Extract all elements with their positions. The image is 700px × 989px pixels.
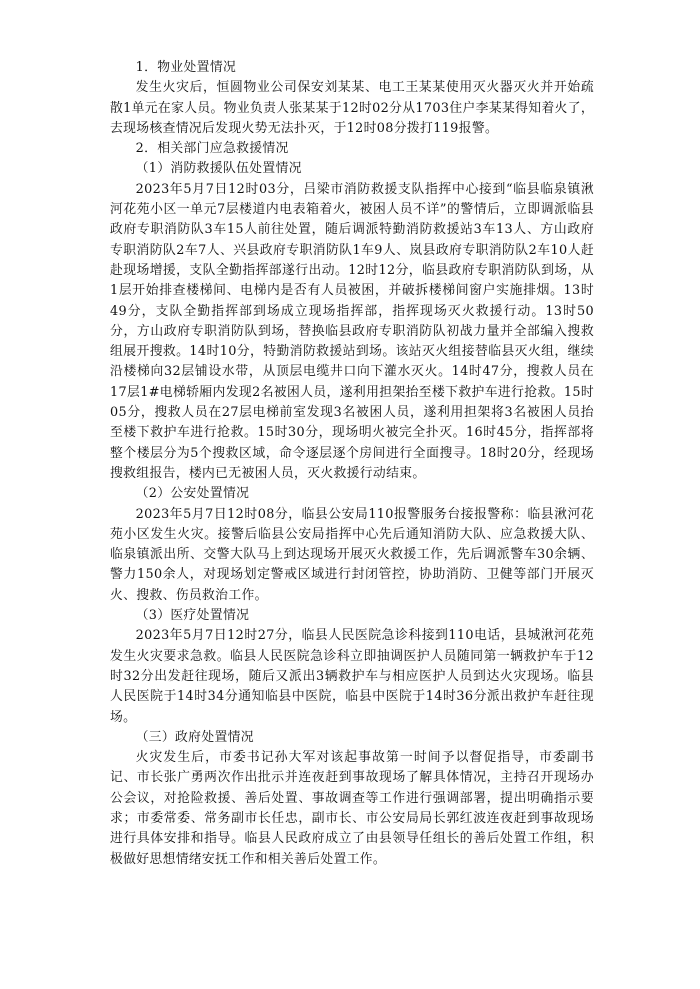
section-heading-departments: 2．相关部门应急救援情况 [135,141,289,157]
subsection-heading-fire-rescue: （1）消防救援队伍处置情况 [135,161,302,177]
document-body [110,58,594,870]
paragraph-medical: 2023年5月7日12时27分，临县人民医院急诊科接到110电话，县城湫河花苑发生火灾要求急救。临县人民医院急诊科立即抽调医护人员随同第一辆救护车于12时32分出发赶往现场，随后又派出3辆救护车与相应医护人员到达火灾现场。临县人民医院于14时34分通知临县中医院，临县中医院于14时36分派出救护车赶往现场。 [110,628,594,725]
paragraph-property: 发生火灾后，恒圆物业公司保安刘某某、电工王某某使用灭火器灭火并开始疏散1单元在家人员。物业负责人张某某于12时02分从1703住户李某某得知着火了，去现场核查情况后发现火势无法扑灭，于12时08分拨打119报警。 [110,80,594,136]
paragraph-fire-rescue: 2023年5月7日12时03分，吕梁市消防救援支队指挥中心接到“临县临泉镇湫河花苑小区一单元7层楼道内电表箱着火，被困人员不详”的警情后，立即调派临县政府专职消防队3车15人前往处置，随后调派特勤消防救援站3车13人、方山政府专职消防队2车7人、兴县政府专职消防队1车9人、岚县政府专职消防队2车10人赶赴现场增援，支队全勤指挥部遂行出动。12时12分，临县政府专职消防队到场，从1层开始排查楼梯间、电梯内是否有人员被困，并破拆楼梯间窗户实施排烟。13时49分，支队全勤指挥部到场成立现场指挥部，指挥现场灭火救援行动。13时50分，方山政府专职消防队到场，替换临县政府专职消防队初战力量并全部编入搜救组展开搜救。14时10分，特勤消防救援站到场。该站灭火组接替临县灭火组，继续沿楼梯向32层铺设水带，从顶层电缆井口向下灌水灭火。14时47分，搜救人员在17层1#电梯轿厢内发现2名被困人员，遂利用担架抬至楼下救护车进行抢救。15时05分，搜救人员在27层电梯前室发现3名被困人员，遂利用担架将3名被困人员抬至楼下救护车进行抢救。15时30分，现场明火被完全扑灭。16时45分，指挥部将整个楼层分为5个搜救区域，命令逐层逐个房间进行全面搜寻。18时20分，经现场搜救组报告，楼内已无被困人员，灭火救援行动结束。 [110,181,594,481]
subsection-heading-police: （2）公安处置情况 [135,486,250,502]
paragraph-police: 2023年5月7日12时08分，临县公安局110报警服务台接报警称：临县湫河花苑小区发生火灾。接警后临县公安局指挥中心先后通知消防大队、应急救援大队、临泉镇派出所、交警大队马上到达现场开展灭火救援工作，先后调派警车30余辆、警力150余人，对现场划定警戒区域进行封闭管控，协助消防、卫健等部门开展灭火、搜救、伤员救治工作。 [110,506,594,603]
section-heading-property: 1．物业处置情况 [135,60,237,75]
subsection-heading-medical: （3）医疗处置情况 [135,608,250,624]
paragraph-government: 火灾发生后，市委书记孙大军对该起事故第一时间予以督促指导，市委副书记、市长张广勇两次作出批示并连夜赶到事故现场了解具体情况，主持召开现场办公会议，对抢险救援、善后处置、事故调查等工作进行强调部署，提出明确指示要求；市委常委、常务副市长任忠，副市长、市公安局局长郭红波连夜赶到事故现场进行具体安排和指导。临县人民政府成立了由县领导任组长的善后处置工作组，积极做好思想情绪安抚工作和相关善后处置工作。 [110,750,594,867]
section-heading-government: （三）政府处置情况 [135,729,254,745]
